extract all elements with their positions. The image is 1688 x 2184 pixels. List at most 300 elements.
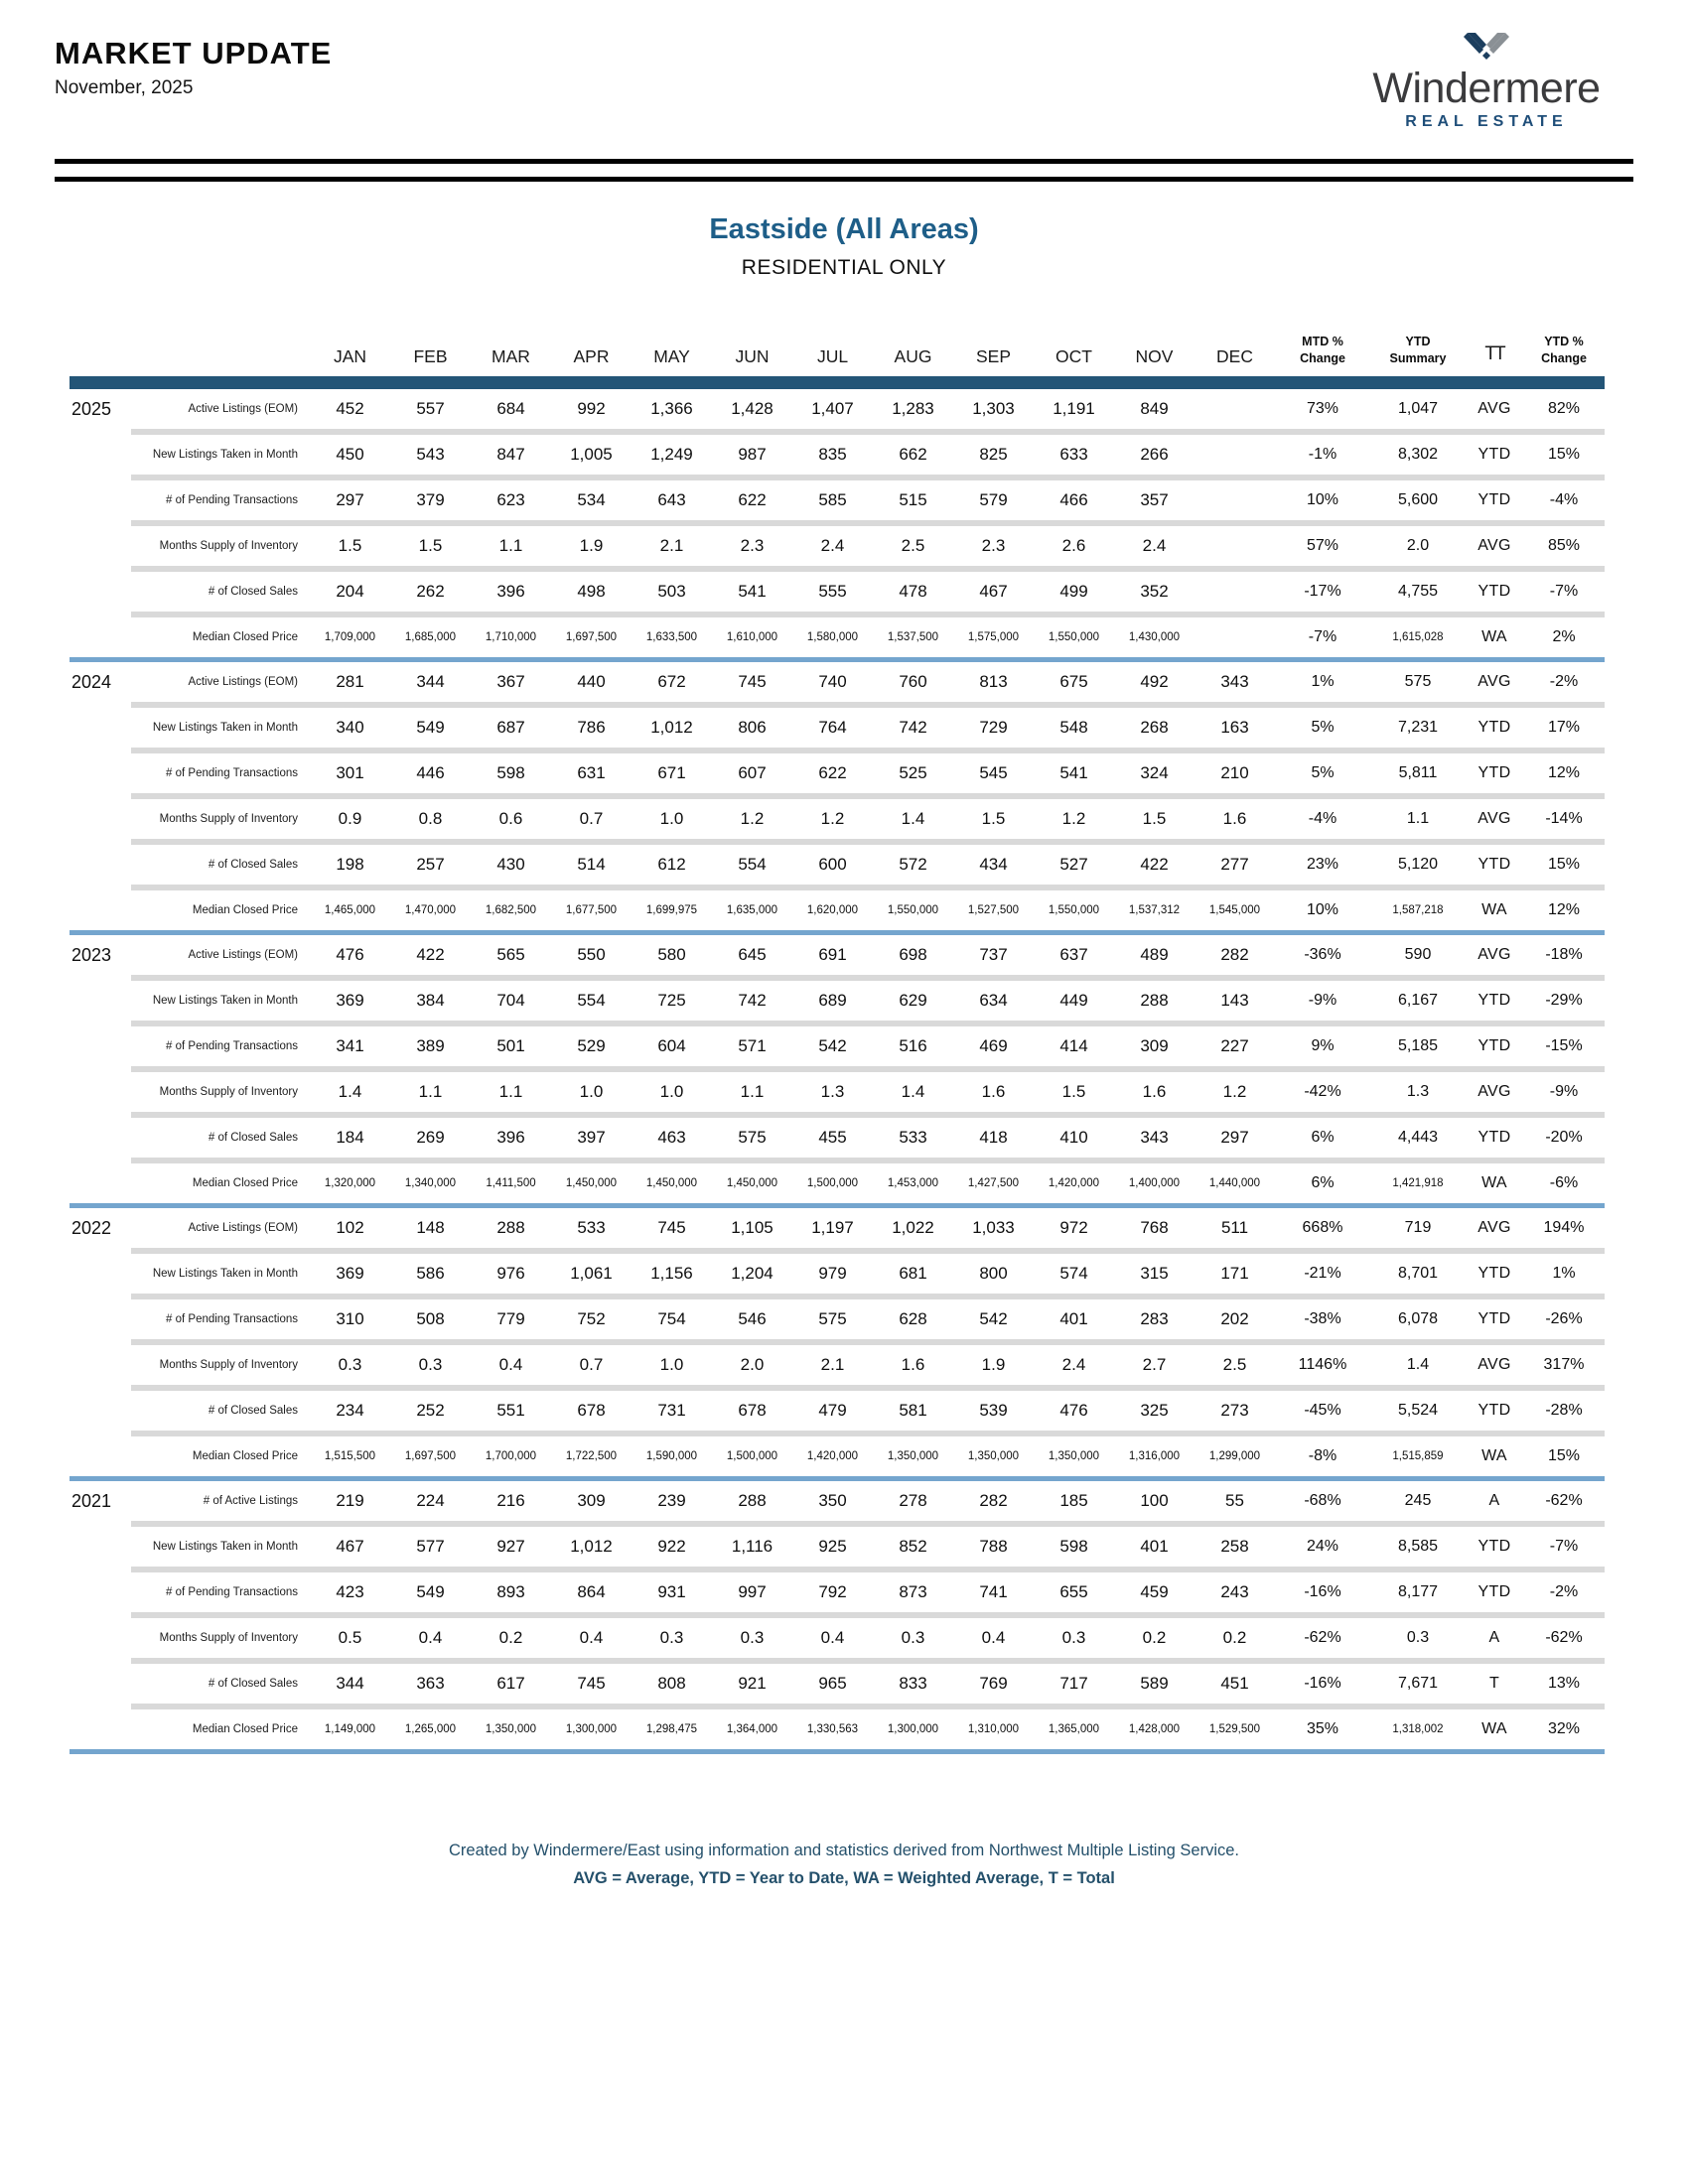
month-header-mar: MAR [492,345,530,366]
value-aug: 533 [873,1115,953,1160]
value-stat-type: AVG [1466,1069,1523,1115]
value-nov: 1.5 [1114,796,1195,842]
value-aug: 1,550,000 [873,887,953,933]
value-dec: 1,529,500 [1195,1706,1275,1752]
value-aug: 873 [873,1570,953,1615]
row-metric-label: New Listings Taken in Month [131,705,310,751]
value-sep: 2.3 [953,523,1034,569]
value-stat-type: YTD [1466,1570,1523,1615]
value-mar: 623 [471,478,551,523]
value-apr: 678 [551,1388,632,1433]
value-nov: 849 [1114,389,1195,432]
value-jan: 1.5 [310,523,390,569]
value-jul: 2.4 [792,523,873,569]
value-ytd-change: 2% [1523,614,1605,660]
value-mar: 927 [471,1524,551,1570]
table-row [70,751,1605,796]
value-jan: 297 [310,478,390,523]
value-mar: 617 [471,1661,551,1706]
value-jun: 645 [712,932,792,978]
value-oct: 541 [1034,751,1114,796]
value-stat-type: AVG [1466,1205,1523,1251]
table-row [70,1661,1605,1706]
value-ytd-change: 32% [1523,1706,1605,1752]
value-feb: 1,685,000 [390,614,471,660]
value-mar: 216 [471,1478,551,1524]
value-ytd-change: 12% [1523,751,1605,796]
value-jun: 0.3 [712,1615,792,1661]
value-mar: 704 [471,978,551,1024]
value-may: 1.0 [632,1342,712,1388]
value-ytd-summary: 5,120 [1370,842,1466,887]
value-nov: 1,428,000 [1114,1706,1195,1752]
value-stat-type: YTD [1466,705,1523,751]
value-mar: 1,682,500 [471,887,551,933]
value-feb: 379 [390,478,471,523]
month-header-dec: DEC [1216,345,1253,366]
value-jan: 310 [310,1297,390,1342]
value-oct: 414 [1034,1024,1114,1069]
value-ytd-change: -18% [1523,932,1605,978]
value-feb: 389 [390,1024,471,1069]
row-metric-label: New Listings Taken in Month [131,978,310,1024]
value-dec: 273 [1195,1388,1275,1433]
value-nov: 401 [1114,1524,1195,1570]
value-mtd-change: -68% [1275,1478,1370,1524]
value-stat-type: YTD [1466,569,1523,614]
value-mar: 1.1 [471,1069,551,1115]
year-block-2021 [70,1478,1605,1751]
summary-header-line2: Summary [1389,350,1447,365]
year-label: 2023 [70,932,131,1205]
value-sep: 634 [953,978,1034,1024]
value-jun: 2.3 [712,523,792,569]
value-nov: 100 [1114,1478,1195,1524]
value-aug: 629 [873,978,953,1024]
value-mtd-change: -62% [1275,1615,1370,1661]
value-ytd-change: 317% [1523,1342,1605,1388]
table-row [70,978,1605,1024]
value-sep: 542 [953,1297,1034,1342]
value-mar: 565 [471,932,551,978]
month-header-jun: JUN [735,345,770,366]
row-metric-label: New Listings Taken in Month [131,1524,310,1570]
value-mtd-change: 5% [1275,705,1370,751]
value-ytd-summary: 5,600 [1370,478,1466,523]
value-sep: 741 [953,1570,1034,1615]
month-header-nov: NOV [1135,345,1174,366]
value-apr: 550 [551,932,632,978]
value-mar: 684 [471,389,551,432]
table-accent-bar-fill [70,376,1605,389]
year-label: 2024 [70,659,131,932]
value-apr: 0.4 [551,1615,632,1661]
value-may: 239 [632,1478,712,1524]
value-stat-type: AVG [1466,389,1523,432]
row-metric-label: Active Listings (EOM) [131,659,310,705]
value-feb: 1.1 [390,1069,471,1115]
year-block-2024 [70,659,1605,932]
value-ytd-summary: 8,585 [1370,1524,1466,1570]
value-feb: 384 [390,978,471,1024]
table-row [70,1706,1605,1752]
row-metric-label: Months Supply of Inventory [131,796,310,842]
value-sep: 1.6 [953,1069,1034,1115]
value-nov: 489 [1114,932,1195,978]
value-mar: 396 [471,1115,551,1160]
row-metric-label: # of Pending Transactions [131,1570,310,1615]
value-may: 2.1 [632,523,712,569]
row-metric-label: # of Pending Transactions [131,1024,310,1069]
value-mtd-change: 10% [1275,887,1370,933]
table-row [70,569,1605,614]
value-ytd-summary: 245 [1370,1478,1466,1524]
value-aug: 1.6 [873,1342,953,1388]
value-jan: 369 [310,1251,390,1297]
value-feb: 577 [390,1524,471,1570]
value-feb: 422 [390,932,471,978]
month-header-jan: JAN [333,345,367,366]
value-ytd-summary: 1,047 [1370,389,1466,432]
value-nov: 324 [1114,751,1195,796]
value-jun: 745 [712,659,792,705]
value-may: 671 [632,751,712,796]
value-feb: 363 [390,1661,471,1706]
report-area-title: Eastside (All Areas) [709,213,979,245]
value-jan: 467 [310,1524,390,1570]
value-ytd-summary: 1,318,002 [1370,1706,1466,1752]
value-stat-type: WA [1466,1706,1523,1752]
value-may: 604 [632,1024,712,1069]
value-nov: 422 [1114,842,1195,887]
table-accent-bar [70,376,1605,389]
value-may: 612 [632,842,712,887]
value-ytd-summary: 719 [1370,1205,1466,1251]
value-nov: 1,537,312 [1114,887,1195,933]
value-feb: 586 [390,1251,471,1297]
value-mar: 1,350,000 [471,1706,551,1752]
row-metric-label: # of Closed Sales [131,569,310,614]
table-row [70,1160,1605,1206]
value-jan: 369 [310,978,390,1024]
value-aug: 0.3 [873,1615,953,1661]
value-jan: 301 [310,751,390,796]
value-aug: 1,537,500 [873,614,953,660]
value-oct: 2.6 [1034,523,1114,569]
value-jun: 1,428 [712,389,792,432]
value-apr: 1,697,500 [551,614,632,660]
value-stat-type: AVG [1466,796,1523,842]
value-jan: 1.4 [310,1069,390,1115]
value-feb: 549 [390,705,471,751]
value-jun: 554 [712,842,792,887]
value-feb: 446 [390,751,471,796]
value-dec: 343 [1195,659,1275,705]
table-row [70,1478,1605,1524]
value-jul: 764 [792,705,873,751]
value-jul: 1,420,000 [792,1433,873,1479]
value-may: 1,450,000 [632,1160,712,1206]
year-label: 2025 [70,389,131,660]
table-row [70,1433,1605,1479]
value-sep: 1.5 [953,796,1034,842]
row-metric-label: Months Supply of Inventory [131,1615,310,1661]
value-jan: 1,320,000 [310,1160,390,1206]
value-dec: 202 [1195,1297,1275,1342]
value-dec [1195,432,1275,478]
value-mtd-change: 23% [1275,842,1370,887]
value-aug: 760 [873,659,953,705]
value-mar: 501 [471,1024,551,1069]
value-ytd-summary: 1,515,859 [1370,1433,1466,1479]
value-jun: 1.2 [712,796,792,842]
value-feb: 557 [390,389,471,432]
value-jun: 1,105 [712,1205,792,1251]
value-sep: 467 [953,569,1034,614]
footer-legend: AVG = Average, YTD = Year to Date, WA = Weighted Average, T = Total [573,1868,1115,1887]
value-ytd-change: 12% [1523,887,1605,933]
value-apr: 397 [551,1115,632,1160]
table-row [70,1251,1605,1297]
value-sep: 1,575,000 [953,614,1034,660]
value-nov: 2.7 [1114,1342,1195,1388]
value-jul: 0.4 [792,1615,873,1661]
value-ytd-change: 194% [1523,1205,1605,1251]
summary-header-line2: Change [1300,350,1345,365]
summary-header-line1: YTD [1405,335,1431,348]
value-ytd-change: -20% [1523,1115,1605,1160]
value-ytd-summary: 8,177 [1370,1570,1466,1615]
value-jun: 1,204 [712,1251,792,1297]
value-dec: 163 [1195,705,1275,751]
value-stat-type: T [1466,1661,1523,1706]
value-mtd-change: 35% [1275,1706,1370,1752]
value-sep: 729 [953,705,1034,751]
value-may: 503 [632,569,712,614]
table-row [70,1388,1605,1433]
value-oct: 633 [1034,432,1114,478]
value-jan: 204 [310,569,390,614]
value-mtd-change: -21% [1275,1251,1370,1297]
value-sep: 1,310,000 [953,1706,1034,1752]
value-feb: 224 [390,1478,471,1524]
table-row [70,523,1605,569]
value-stat-type: AVG [1466,523,1523,569]
month-header-sep: SEP [975,345,1012,366]
value-jan: 1,709,000 [310,614,390,660]
value-feb: 1,340,000 [390,1160,471,1206]
value-ytd-change: 1% [1523,1251,1605,1297]
value-feb: 1,265,000 [390,1706,471,1752]
table-row [70,1024,1605,1069]
value-jun: 541 [712,569,792,614]
value-apr: 1,012 [551,1524,632,1570]
value-oct: 0.3 [1034,1615,1114,1661]
value-jun: 607 [712,751,792,796]
row-metric-label: Median Closed Price [131,887,310,933]
value-ytd-summary: 0.3 [1370,1615,1466,1661]
report-subtitle: RESIDENTIAL ONLY [741,256,947,279]
value-jun: 575 [712,1115,792,1160]
value-oct: 466 [1034,478,1114,523]
value-sep: 813 [953,659,1034,705]
value-may: 754 [632,1297,712,1342]
value-oct: 410 [1034,1115,1114,1160]
value-nov: 0.2 [1114,1615,1195,1661]
value-mtd-change: -4% [1275,796,1370,842]
value-sep: 769 [953,1661,1034,1706]
value-dec: 171 [1195,1251,1275,1297]
value-oct: 1,191 [1034,389,1114,432]
value-sep: 434 [953,842,1034,887]
value-stat-type: A [1466,1478,1523,1524]
value-may: 745 [632,1205,712,1251]
value-oct: 401 [1034,1297,1114,1342]
value-sep: 1,033 [953,1205,1034,1251]
value-oct: 655 [1034,1570,1114,1615]
value-stat-type: YTD [1466,432,1523,478]
value-apr: 1,450,000 [551,1160,632,1206]
table-row [70,389,1605,432]
summary-header-ytd-change [1523,334,1605,376]
value-ytd-change: -26% [1523,1297,1605,1342]
value-dec [1195,569,1275,614]
value-jun: 571 [712,1024,792,1069]
value-jul: 1,330,563 [792,1706,873,1752]
table-row [70,932,1605,978]
value-jan: 102 [310,1205,390,1251]
value-sep: 800 [953,1251,1034,1297]
value-aug: 662 [873,432,953,478]
value-ytd-change: -29% [1523,978,1605,1024]
value-mtd-change: 24% [1275,1524,1370,1570]
value-feb: 1,470,000 [390,887,471,933]
value-oct: 574 [1034,1251,1114,1297]
value-mtd-change: -8% [1275,1433,1370,1479]
value-jul: 555 [792,569,873,614]
value-may: 1,156 [632,1251,712,1297]
value-jul: 455 [792,1115,873,1160]
value-jul: 575 [792,1297,873,1342]
value-sep: 737 [953,932,1034,978]
value-aug: 478 [873,569,953,614]
value-oct: 1,350,000 [1034,1433,1114,1479]
value-ytd-summary: 8,701 [1370,1251,1466,1297]
value-dec: 243 [1195,1570,1275,1615]
value-mar: 976 [471,1251,551,1297]
table-row [70,1115,1605,1160]
month-header-may: MAY [653,345,690,366]
value-aug: 2.5 [873,523,953,569]
value-sep: 539 [953,1388,1034,1433]
value-oct: 476 [1034,1388,1114,1433]
value-ytd-change: -62% [1523,1478,1605,1524]
value-nov: 1.6 [1114,1069,1195,1115]
value-jan: 1,515,500 [310,1433,390,1479]
value-may: 1,012 [632,705,712,751]
value-mtd-change: 6% [1275,1115,1370,1160]
value-apr: 309 [551,1478,632,1524]
page-footer [0,1842,1688,1888]
table-row [70,1205,1605,1251]
value-stat-type: YTD [1466,1388,1523,1433]
value-nov: 589 [1114,1661,1195,1706]
value-ytd-summary: 1,587,218 [1370,887,1466,933]
header-divider [55,159,1633,182]
value-aug: 1,022 [873,1205,953,1251]
value-jun: 1,500,000 [712,1433,792,1479]
value-dec: 55 [1195,1478,1275,1524]
value-may: 1,590,000 [632,1433,712,1479]
value-mar: 847 [471,432,551,478]
value-mtd-change: -17% [1275,569,1370,614]
summary-header-line1: YTD % [1544,335,1584,348]
value-jun: 1,364,000 [712,1706,792,1752]
table-row [70,659,1605,705]
value-jan: 219 [310,1478,390,1524]
table-row [70,1069,1605,1115]
value-jul: 979 [792,1251,873,1297]
value-jan: 450 [310,432,390,478]
value-oct: 2.4 [1034,1342,1114,1388]
value-dec: 210 [1195,751,1275,796]
value-ytd-change: -62% [1523,1615,1605,1661]
value-mtd-change: -7% [1275,614,1370,660]
value-ytd-summary: 7,231 [1370,705,1466,751]
value-aug: 833 [873,1661,953,1706]
table-row [70,1297,1605,1342]
value-jan: 452 [310,389,390,432]
value-sep: 418 [953,1115,1034,1160]
value-nov: 1,430,000 [1114,614,1195,660]
windermere-logo [1333,30,1640,131]
value-ytd-summary: 4,755 [1370,569,1466,614]
value-jul: 689 [792,978,873,1024]
value-ytd-change: -4% [1523,478,1605,523]
value-mtd-change: -16% [1275,1661,1370,1706]
year-label: 2021 [70,1478,131,1751]
value-stat-type: WA [1466,1160,1523,1206]
value-stat-type: YTD [1466,1115,1523,1160]
value-aug: 1.4 [873,1069,953,1115]
page-header [0,0,1688,149]
value-oct: 1,550,000 [1034,887,1114,933]
windermere-wordmark: Windermere [1372,65,1601,112]
year-block-2025 [70,389,1605,660]
value-apr: 752 [551,1297,632,1342]
value-ytd-change: -6% [1523,1160,1605,1206]
value-apr: 1,722,500 [551,1433,632,1479]
value-aug: 852 [873,1524,953,1570]
value-mtd-change: 668% [1275,1205,1370,1251]
value-apr: 534 [551,478,632,523]
table-row [70,1615,1605,1661]
year-label: 2022 [70,1205,131,1478]
value-mar: 0.4 [471,1342,551,1388]
value-jun: 1,116 [712,1524,792,1570]
value-nov: 309 [1114,1024,1195,1069]
row-metric-label: Active Listings (EOM) [131,1205,310,1251]
value-ytd-summary: 5,185 [1370,1024,1466,1069]
table-row [70,1524,1605,1570]
value-dec: 1.2 [1195,1069,1275,1115]
value-jun: 1.1 [712,1069,792,1115]
month-header-aug: AUG [894,345,932,366]
value-oct: 499 [1034,569,1114,614]
value-aug: 581 [873,1388,953,1433]
value-jul: 925 [792,1524,873,1570]
value-apr: 529 [551,1024,632,1069]
